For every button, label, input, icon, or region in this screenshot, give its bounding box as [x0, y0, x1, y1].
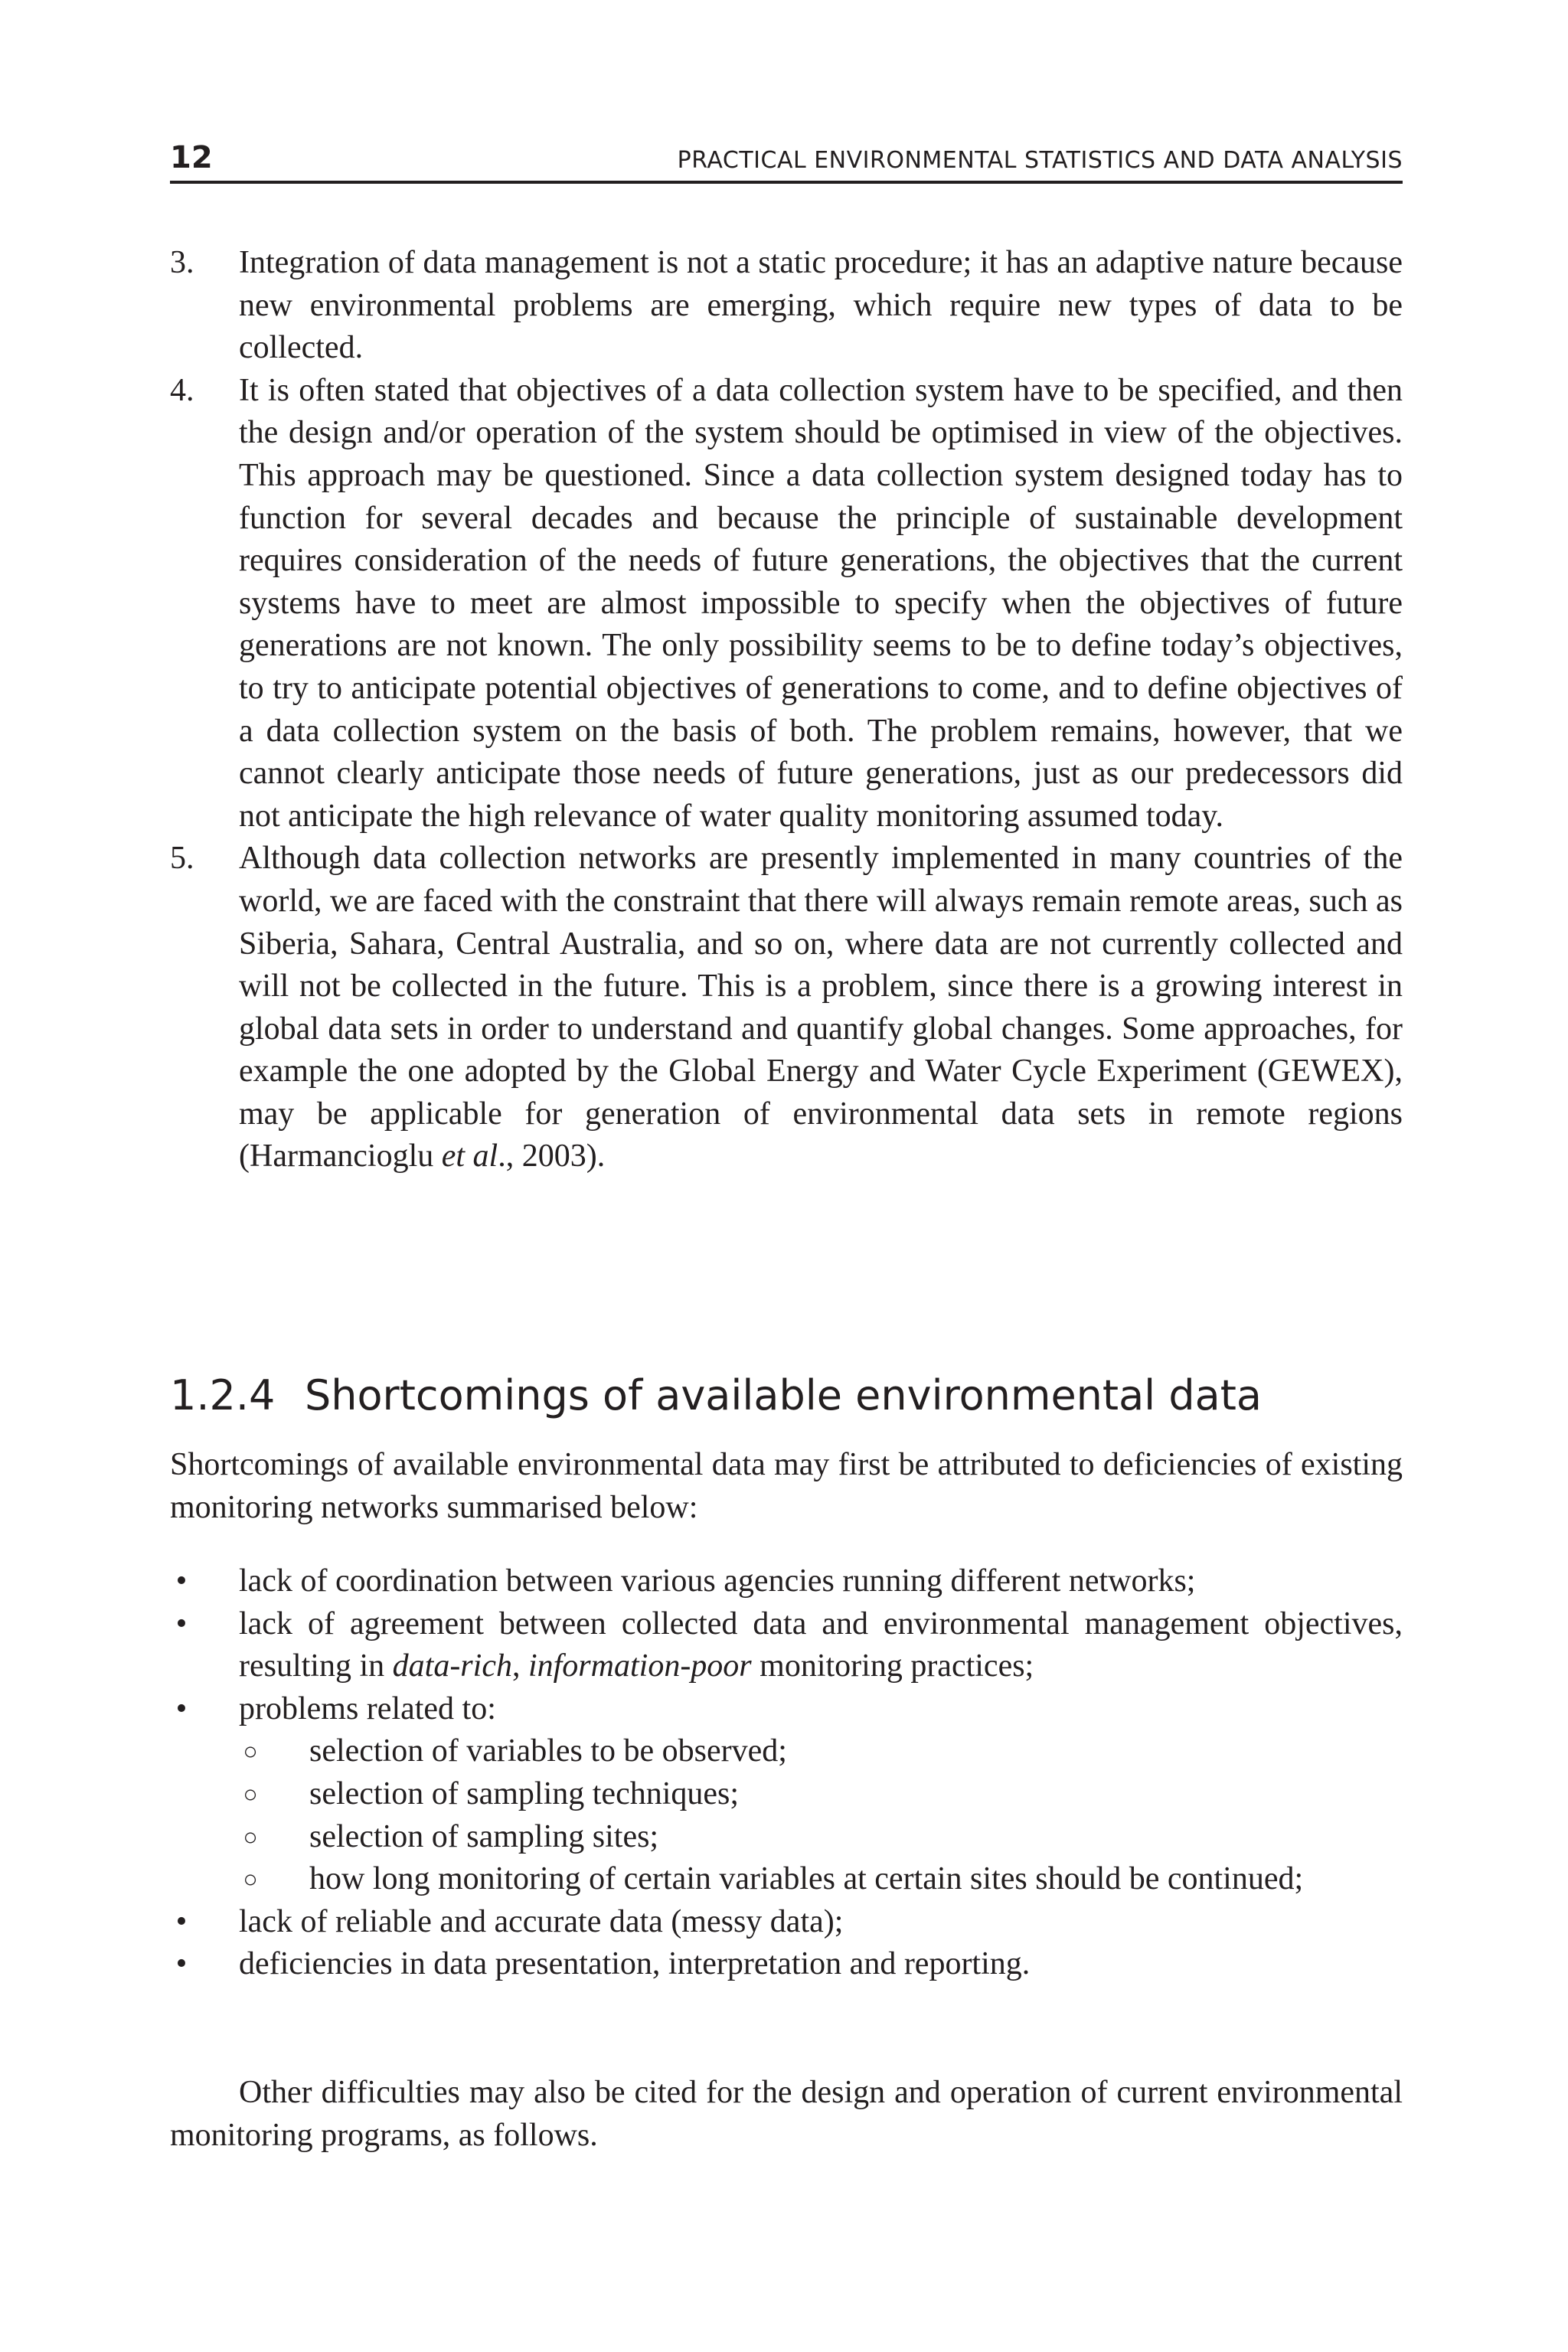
bullet-list: [170, 1560, 1403, 1986]
bullet-icon: •: [175, 1563, 188, 1599]
list-item: [170, 1560, 1403, 1603]
section-heading: [170, 1370, 1403, 1421]
list-item: [170, 242, 1403, 370]
bullet-icon: •: [175, 1606, 188, 1642]
sub-item-text: selection of variables to be observed;: [309, 1733, 787, 1769]
item-text: deficiencies in data presentation, interpretation and reporting.: [239, 1946, 1031, 1982]
list-item: [170, 1943, 1403, 1986]
list-item: [170, 370, 1403, 838]
item-number: 5.: [170, 841, 194, 877]
page-number: 12: [170, 140, 213, 175]
intro-paragraph: Shortcomings of available environmental data may first be attributed to deficiencies of existing monitoring networks summarised below:: [170, 1447, 1403, 1525]
item-number: 3.: [170, 245, 194, 280]
sub-item-text: selection of sampling sites;: [309, 1818, 659, 1854]
item-text: lack of agreement between collected data and environmental management objectives, resulting in data-rich, information-poor monitoring practices;: [239, 1606, 1403, 1684]
sub-list-item: [239, 1858, 1403, 1901]
circle-bullet-icon: ○: [243, 1822, 258, 1851]
list-item: [170, 1688, 1403, 1901]
sub-list-item: [239, 1730, 1403, 1773]
bullet-icon: •: [175, 1690, 188, 1726]
item-text: lack of reliable and accurate data (messy data);: [239, 1903, 844, 1939]
sub-item-text: selection of sampling techniques;: [309, 1775, 740, 1811]
list-item: [170, 838, 1403, 1178]
sub-list-item: [239, 1816, 1403, 1859]
sub-item-text: how long monitoring of certain variables at certain sites should be continued;: [309, 1861, 1304, 1897]
bullet-icon: •: [175, 1946, 188, 1982]
item-text: Integration of data management is not a static procedure; it has an adaptive nature because new environmental problems are emerging, which require new types of data to be collected.: [239, 245, 1403, 366]
sub-list: [239, 1730, 1403, 1900]
running-head: [170, 135, 1403, 184]
bullet-icon: •: [175, 1903, 188, 1939]
item-number: 4.: [170, 372, 194, 408]
running-title: PRACTICAL ENVIRONMENTAL STATISTICS AND DATA ANALYSIS: [677, 147, 1403, 174]
item-text: problems related to:: [239, 1690, 496, 1726]
section-number: 1.2.4: [170, 1371, 276, 1419]
numbered-list: [170, 242, 1403, 1178]
list-item: [170, 1603, 1403, 1688]
closing-paragraph: Other difficulties may also be cited for the design and operation of current environmental monitoring programs, as follows.: [170, 2075, 1403, 2153]
sub-list-item: [239, 1773, 1403, 1816]
list-item: [170, 1901, 1403, 1944]
circle-bullet-icon: ○: [243, 1737, 258, 1766]
circle-bullet-icon: ○: [243, 1865, 258, 1893]
item-text: Although data collection networks are presently implemented in many countries of the world, we are faced with the constraint that there will always remain remote areas, such as Siberia, Sahara, Central Australia, and so on, where data are not currently collected and will not be collected in the future. This is a problem, since there is a growing interest in global data sets in order to understand and quantify global changes. Some approaches, for example the one adopted by the Global Energy and Water Cycle Experiment (GEWEX), may be applicable for generation of environmental data sets in remote regions (Harmancioglu et al., 2003).: [239, 841, 1403, 1174]
section-title: Shortcomings of available environmental data: [305, 1371, 1262, 1419]
item-text: lack of coordination between various agencies running different networks;: [239, 1563, 1196, 1599]
circle-bullet-icon: ○: [243, 1779, 258, 1808]
item-text: It is often stated that objectives of a data collection system have to be specified, and then the design and/or operation of the system should be optimised in view of the objectives. This approach may be questioned. Since a data collection system designed today has to function for several decades and because the principle of sustainable development requires consideration of the needs of future generations, the objectives that the current systems have to meet are almost impossible to specify when the objectives of future generations are not known. The only possibility seems to be to define today’s objectives, to try to anticipate potential objectives of generations to come, and to define objectives of a data collection system on the basis of both. The problem remains, however, that we cannot clearly anticipate those needs of future generations, just as our predecessors did not anticipate the high relevance of water quality monitoring assumed today.: [239, 372, 1403, 834]
